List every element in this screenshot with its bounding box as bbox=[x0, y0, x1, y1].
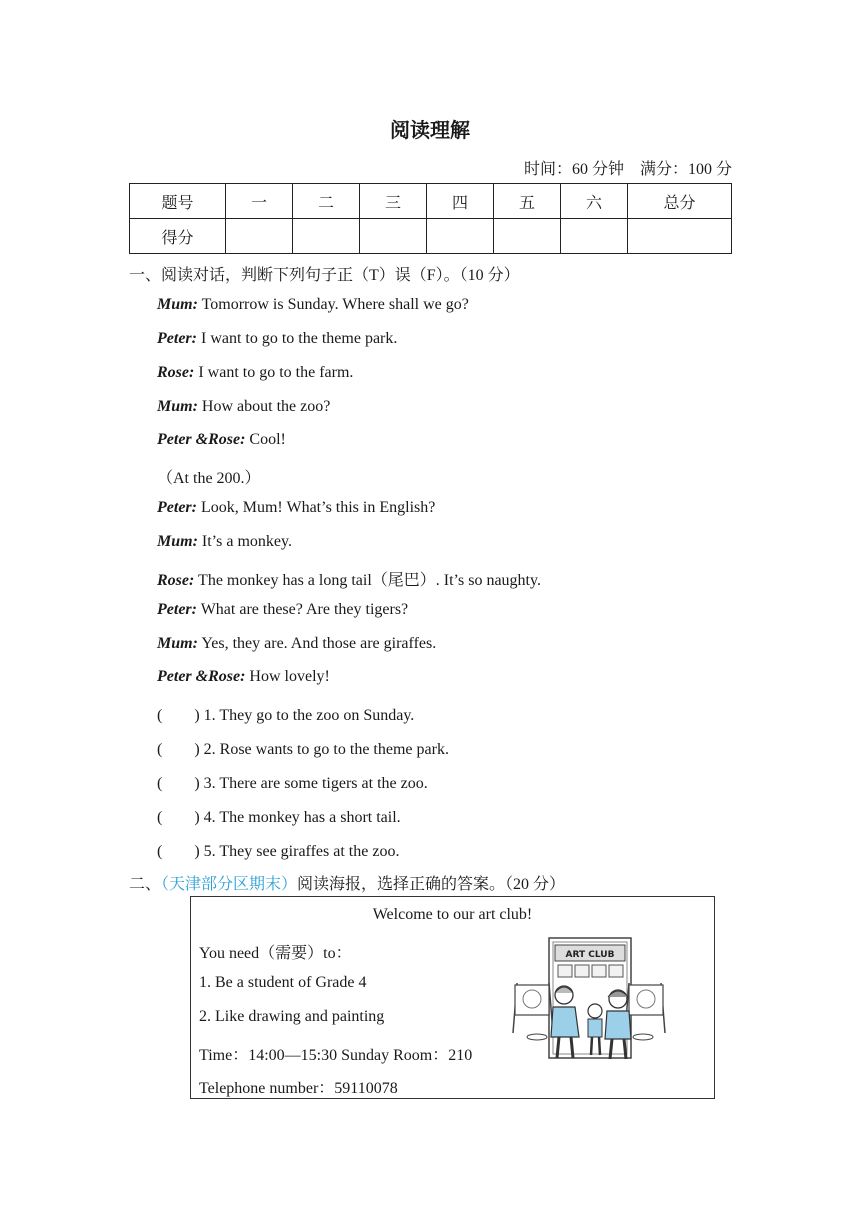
question-item[interactable]: ( ) 1. They go to the zoo on Sunday. bbox=[157, 707, 415, 724]
dialogue-text: Look, Mum! What’s this in English? bbox=[196, 499, 436, 516]
speaker: Peter: bbox=[157, 330, 197, 347]
dialogue-text: I want to go to the farm. bbox=[194, 364, 354, 381]
dialogue-line bbox=[157, 431, 286, 449]
art-club-poster bbox=[190, 896, 715, 1099]
art-club-illustration bbox=[509, 933, 669, 1068]
dialogue-line bbox=[157, 567, 541, 590]
dialogue-text: I want to go to the theme park. bbox=[196, 330, 398, 347]
score-table bbox=[129, 183, 732, 254]
score-table-value-row bbox=[130, 219, 732, 254]
score-header-cell: 五 bbox=[494, 184, 561, 219]
poster-title: Welcome to our art club! bbox=[372, 906, 533, 923]
poster-line: 2. Like drawing and painting bbox=[199, 1008, 385, 1025]
section2-heading bbox=[129, 871, 565, 894]
score-header-cell: 题号 bbox=[130, 184, 226, 219]
dialogue-text: The monkey has a long tail（尾巴）. It’s so naughty. bbox=[194, 572, 541, 589]
section1-heading: 一、阅读对话，判断下列句子正（T）误（F）。（10 分） bbox=[129, 267, 520, 284]
score-header-cell: 三 bbox=[360, 184, 427, 219]
dialogue-text: Yes, they are. And those are giraffes. bbox=[197, 635, 437, 652]
speaker: Mum: bbox=[157, 533, 198, 550]
page-title: 阅读理解 bbox=[390, 120, 470, 142]
speaker: Mum: bbox=[157, 296, 198, 313]
speaker: Rose: bbox=[157, 364, 195, 381]
score-cell[interactable] bbox=[561, 219, 628, 254]
question-item[interactable]: ( ) 5. They see giraffes at the zoo. bbox=[157, 843, 400, 860]
dialogue-line bbox=[157, 296, 469, 314]
poster-line: 1. Be a student of Grade 4 bbox=[199, 974, 367, 991]
score-cell[interactable] bbox=[293, 219, 360, 254]
dialogue-line bbox=[157, 330, 397, 348]
poster-line: Time：14:00—15:30 Sunday Room：210 bbox=[199, 1047, 473, 1064]
speaker: Rose: bbox=[157, 572, 195, 589]
sign-text: ART CLUB bbox=[565, 950, 615, 960]
score-header-cell: 一 bbox=[226, 184, 293, 219]
score-cell[interactable] bbox=[226, 219, 293, 254]
dialogue-line bbox=[157, 601, 408, 619]
question-item[interactable]: ( ) 3. There are some tigers at the zoo. bbox=[157, 775, 428, 792]
score-cell[interactable] bbox=[427, 219, 494, 254]
score-cell[interactable] bbox=[494, 219, 561, 254]
score-header-cell: 四 bbox=[427, 184, 494, 219]
dialogue-line bbox=[157, 635, 436, 653]
score-cell[interactable] bbox=[360, 219, 427, 254]
question-item[interactable]: ( ) 4. The monkey has a short tail. bbox=[157, 809, 401, 826]
dialogue-text: How lovely! bbox=[245, 668, 330, 685]
dialogue-line bbox=[157, 499, 435, 517]
dialogue-text: How about the zoo? bbox=[197, 398, 331, 415]
speaker: Mum: bbox=[157, 635, 198, 652]
speaker: Peter: bbox=[157, 499, 197, 516]
time-score-info: 时间：60 分钟 满分：100 分 bbox=[523, 161, 732, 178]
dialogue-text: What are these? Are they tigers? bbox=[196, 601, 409, 618]
dialogue-line bbox=[157, 398, 330, 416]
dialogue-line bbox=[157, 465, 261, 488]
speaker: Peter &Rose: bbox=[157, 431, 246, 448]
dialogue-text: Tomorrow is Sunday. Where shall we go? bbox=[197, 296, 469, 313]
dialogue-line bbox=[157, 668, 330, 686]
dialogue-line bbox=[157, 364, 353, 382]
section2-prefix: 二、 bbox=[129, 876, 162, 893]
score-cell[interactable] bbox=[628, 219, 732, 254]
section2-text: 阅读海报，选择正确的答案。（20 分） bbox=[297, 876, 566, 893]
score-header-cell: 六 bbox=[561, 184, 628, 219]
dialogue-text: It’s a monkey. bbox=[197, 533, 292, 550]
speaker: Peter &Rose: bbox=[157, 668, 246, 685]
score-header-cell: 总分 bbox=[628, 184, 732, 219]
dialogue-text: （At the 200.） bbox=[157, 470, 261, 487]
section2-source: （天津部分区期末） bbox=[161, 876, 298, 893]
question-item[interactable]: ( ) 2. Rose wants to go to the theme park. bbox=[157, 741, 449, 758]
speaker: Mum: bbox=[157, 398, 198, 415]
dialogue-text: Cool! bbox=[245, 431, 286, 448]
score-header-cell: 二 bbox=[293, 184, 360, 219]
poster-line: You need（需要）to： bbox=[199, 945, 352, 962]
poster-line: Telephone number：59110078 bbox=[199, 1080, 398, 1097]
dialogue-line bbox=[157, 533, 292, 551]
speaker: Peter: bbox=[157, 601, 197, 618]
score-table-header-row bbox=[130, 184, 732, 219]
score-row-label: 得分 bbox=[130, 219, 226, 254]
